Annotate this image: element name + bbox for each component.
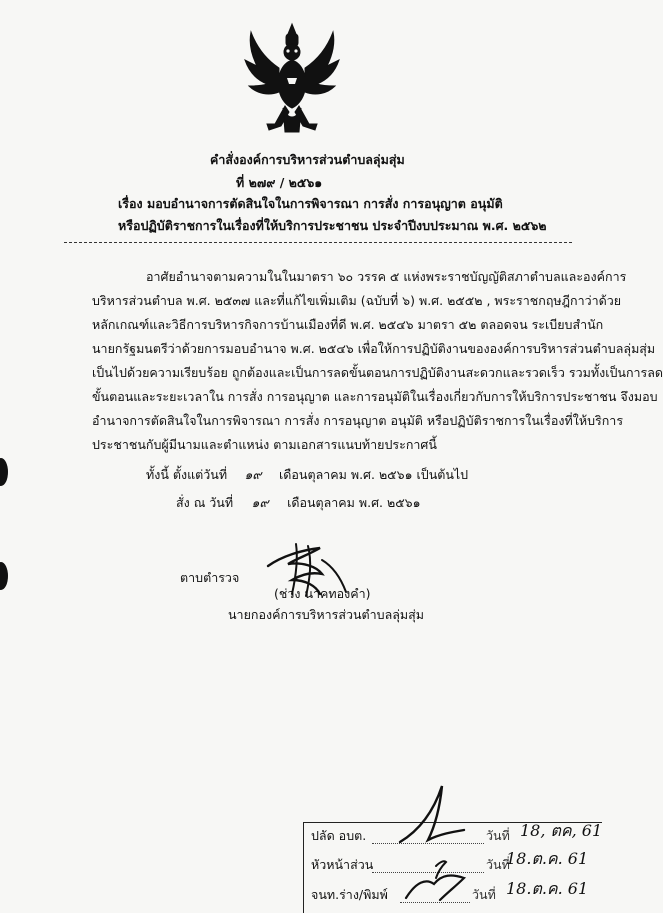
effective-date bbox=[146, 469, 468, 482]
stamp-initials bbox=[380, 770, 500, 910]
garuda-emblem bbox=[243, 20, 341, 138]
body-line: อำนาจการตัดสินใจในการพิจารณา การสั่ง การอนุญาต อนุมัติ หรือปฏิบัติราชการในเรื่องที่ให้บริการ bbox=[92, 413, 624, 428]
signature-side-note: ตาบตำรวจ bbox=[180, 570, 240, 585]
body-line: อาศัยอำนาจตามความในในมาตรา ๖๐ วรรค ๕ แห่งพระราชบัญญัติสภาตำบลและองค์การ bbox=[146, 269, 627, 284]
stamp-row-date-label: วันที่ bbox=[472, 887, 496, 902]
ordered-date-suffix: เดือนตุลาคม พ.ศ. ๒๕๖๑ bbox=[287, 495, 421, 510]
body-line: หลักเกณฑ์และวิธีการบริหารกิจการบ้านเมืองที่ดี พ.ศ. ๒๕๔๖ มาตรา ๕๒ ตลอดจน ระเบียบสำนัก bbox=[92, 317, 604, 332]
ordered-date-day: ๑๙ bbox=[251, 495, 269, 510]
stamp-row-label: จนท.ร่าง/พิมพ์ bbox=[311, 887, 388, 902]
effective-date-prefix: ทั้งนี้ ตั้งแต่วันที่ bbox=[146, 467, 228, 482]
header-divider bbox=[64, 242, 572, 243]
ordered-date bbox=[176, 497, 421, 510]
body-line: บริหารส่วนตำบล พ.ศ. ๒๕๓๗ และที่แก้ไขเพิ่มเติม (ฉบับที่ ๖) พ.ศ. ๒๕๕๒ , พระราชกฤษฎีกาว่าด้วย bbox=[92, 293, 622, 308]
subject-line-1: เรื่อง มอบอำนาจการตัดสินใจในการพิจารณา การสั่ง การอนุญาต อนุมัติ bbox=[118, 196, 503, 211]
effective-date-day: ๑๙ bbox=[244, 467, 262, 482]
effective-date-suffix: เดือนตุลาคม พ.ศ. ๒๕๖๑ เป็นต้นไป bbox=[279, 467, 469, 482]
order-number: ที่ ๒๗๙ / ๒๕๖๑ bbox=[236, 175, 323, 190]
stamp-row-label: หัวหน้าส่วน bbox=[311, 857, 374, 872]
stamp-row-date: 18.ต.ค. 61 bbox=[506, 849, 589, 868]
body-line: นายกรัฐมนตรีว่าด้วยการมอบอำนาจ พ.ศ. ๒๕๔๖ เพื่อให้การปฏิบัติงานขององค์การบริหารส่วนตำบลลุ่มสุ่ม bbox=[92, 341, 656, 356]
punch-hole-bottom bbox=[0, 562, 8, 590]
punch-hole-top bbox=[0, 458, 8, 486]
stamp-row-date-label: วันที่ bbox=[486, 857, 510, 872]
stamp-row-date: 18.ต.ค. 61 bbox=[506, 879, 589, 898]
body-line: ประชาชนกับผู้มีนามและตำแหน่ง ตามเอกสารแนบท้ายประกาศนี้ bbox=[92, 437, 437, 452]
signer-position: นายกองค์การบริหารส่วนตำบลลุ่มสุ่ม bbox=[228, 607, 425, 622]
subject-line-2: หรือปฏิบัติราชการในเรื่องที่ให้บริการประชาชน ประจำปีงบประมาณ พ.ศ. ๒๕๖๒ bbox=[118, 218, 547, 233]
body-line: ขั้นตอนและระยะเวลาใน การสั่ง การอนุญาต และการอนุมัติในเรื่องเกี่ยวกับการให้บริการประชาชน จึงมอบ bbox=[92, 389, 658, 404]
order-title: คำสั่งองค์การบริหารส่วนตำบลลุ่มสุ่ม bbox=[210, 152, 405, 167]
body-line: เป็นไปด้วยความเรียบร้อย ถูกต้องและเป็นการลดขั้นตอนการปฏิบัติงานสะดวกและรวดเร็ว รวมทั้งเป็นการลด bbox=[92, 365, 663, 380]
ordered-date-prefix: สั่ง ณ วันที่ bbox=[176, 495, 234, 510]
stamp-row-date: 18, ตค, 61 bbox=[520, 821, 603, 840]
stamp-row-label: ปลัด อบต. bbox=[311, 828, 367, 843]
stamp-row-date-label: วันที่ bbox=[486, 828, 510, 843]
signer-name: (ช่วง นาคทองคำ) bbox=[274, 586, 371, 601]
